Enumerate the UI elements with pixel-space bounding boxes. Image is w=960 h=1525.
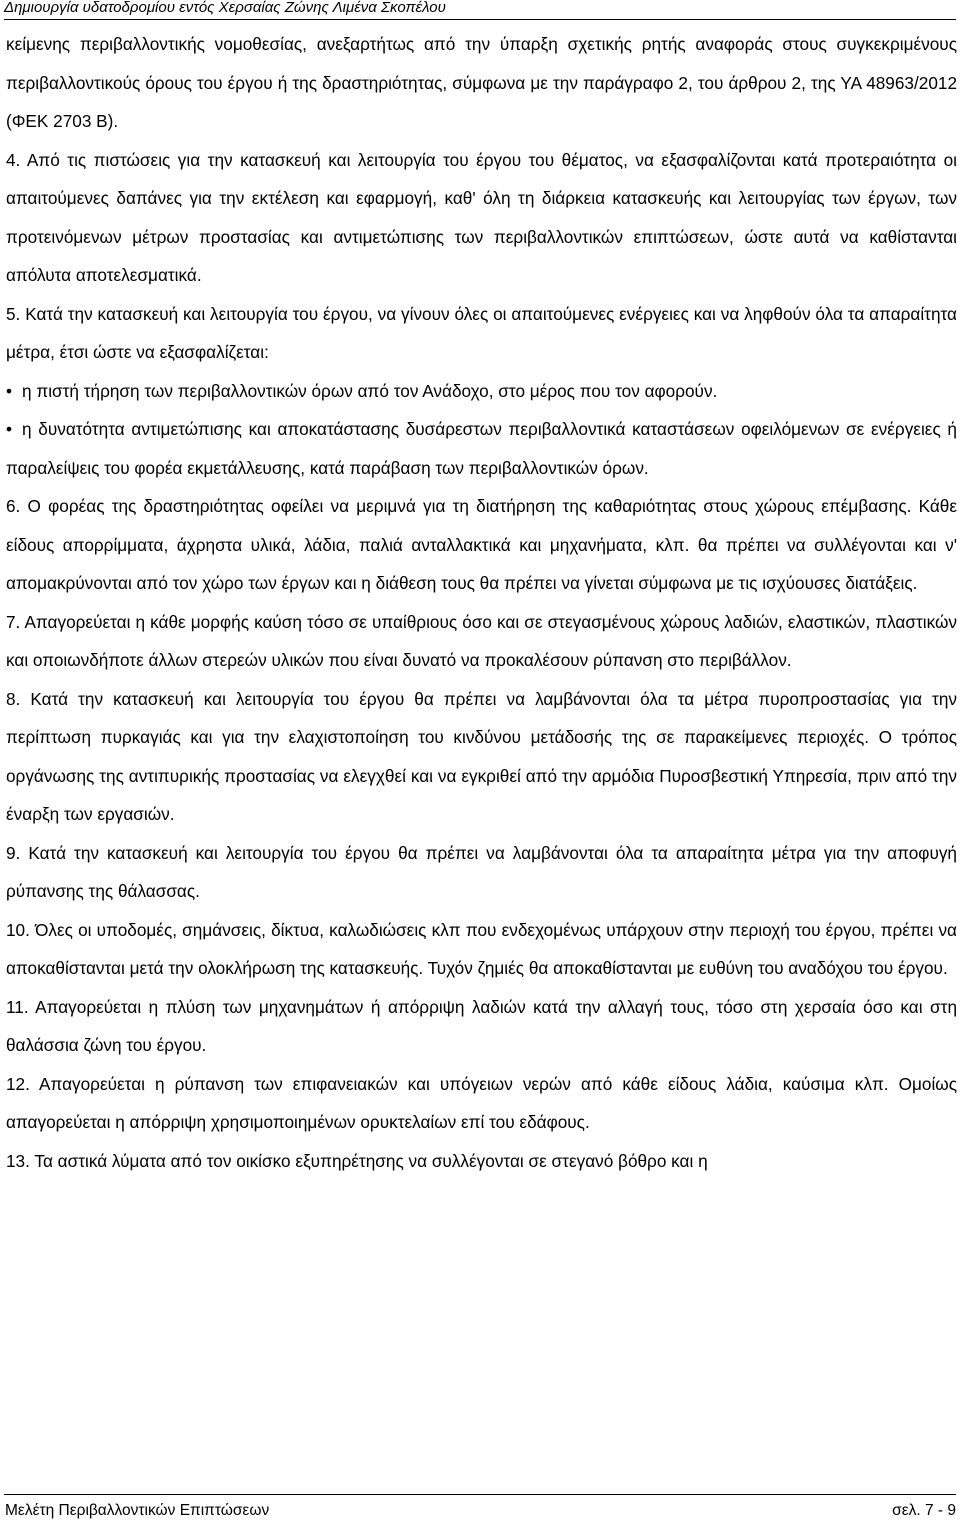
bullet-text-1: η πιστή τήρηση των περιβαλλοντικών όρων από τον Ανάδοχο, στο μέρος που τον αφορούν. xyxy=(22,380,718,401)
paragraph-4: 4. Από τις πιστώσεις για την κατασκευή και λειτουργία του έργου του θέματος, να εξασφαλίζονται κατά προτεραιότητα οι απαιτούμενες δαπάνες για την εκτέλεση και εφαρμογή, καθ' όλη τη διάρκεια κατασκευής και λειτουργίας των έργων, των προτεινόμενων μέτρων προστασίας και αντιμετώπισης των περιβαλλοντικών επιπτώσεων, ώστε αυτά να καθίστανται απόλυτα αποτελεσματικά. xyxy=(6,149,957,285)
page-footer xyxy=(4,1494,956,1525)
page-number: σελ. 7 - 9 xyxy=(892,1502,956,1519)
header-title: Δημιουργία υδατοδρομίου εντός Χερσαίας Ζώνης Λιμένα Σκοπέλου xyxy=(4,0,446,16)
bullet-item-2 xyxy=(6,410,957,487)
bullet-text-2: η δυνατότητα αντιμετώπισης και αποκατάστασης δυσάρεστων περιβαλλοντικά καταστάσεων οφειλόμενων σε ενέργειες ή παραλείψεις του φορέα εκμετάλλευσης, κατά παράβαση των περιβαλλοντικών όρων. xyxy=(6,419,957,478)
paragraph-13: 13. Τα αστικά λύματα από τον οικίσκο εξυπηρέτησης να συλλέγονται σε στεγανό βόθρο και η xyxy=(6,1150,708,1171)
footer-title: Μελέτη Περιβαλλοντικών Επιπτώσεων xyxy=(5,1502,270,1519)
paragraph-10: 10. Όλες οι υποδομές, σημάνσεις, δίκτυα, καλωδιώσεις κλπ που ενδεχομένως υπάρχουν στην περιοχή του έργου, πρέπει να αποκαθίστανται μετά την ολοκλήρωση της κατασκευής. Τυχόν ζημιές θα αποκαθίστανται με ευθύνη του αναδόχου του έργου. xyxy=(6,919,957,978)
paragraph-7: 7. Απαγορεύεται η κάθε μορφής καύση τόσο σε υπαίθριους όσο και σε στεγασμένους χώρους λαδιών, ελαστικών, πλαστικών και οποιωνδήποτε άλλων στερεών υλικών που είναι δυνατό να προκαλέσουν ρύπανση στο περιβάλλον. xyxy=(6,611,957,670)
page-header xyxy=(4,0,956,20)
paragraph-8: 8. Κατά την κατασκευή και λειτουργία του έργου θα πρέπει να λαμβάνονται όλα τα μέτρα πυροπροστασίας για την περίπτωση πυρκαγιάς και για την ελαχιστοποίηση του κινδύνου μετάδοσής της σε παρακείμενες περιοχές. Ο τρόπος οργάνωσης της αντιπυρικής προστασίας να ελεγχθεί και να εγκριθεί από την αρμόδια Πυροσβεστική Υπηρεσία, πριν από την έναρξη των εργασιών. xyxy=(6,688,957,824)
document-body xyxy=(6,25,957,1180)
paragraph-5: 5. Κατά την κατασκευή και λειτουργία του έργου, να γίνουν όλες οι απαιτούμενες ενέργειες και να ληφθούν όλα τα απαραίτητα μέτρα, έτσι ώστε να εξασφαλίζεται: xyxy=(6,303,957,362)
paragraph-11: 11. Απαγορεύεται η πλύση των μηχανημάτων ή απόρριψη λαδιών κατά την αλλαγή τους, τόσο στη χερσαία όσο και στη θαλάσσια ζώνη του έργου. xyxy=(6,996,957,1055)
paragraph-9: 9. Κατά την κατασκευή και λειτουργία του έργου θα πρέπει να λαμβάνονται όλα τα απαραίτητα μέτρα για την αποφυγή ρύπανσης της θάλασσας. xyxy=(6,842,957,901)
bullet-icon: • xyxy=(6,419,13,439)
paragraph-continuation: κείμενης περιβαλλοντικής νομοθεσίας, ανεξαρτήτως από την ύπαρξη σχετικής ρητής αναφοράς στους συγκεκριμένους περιβαλλοντικούς όρους του έργου ή της δραστηριότητας, σύμφωνα με την παράγραφο 2, του άρθρου 2, της ΥΑ 48963/2012 (ΦΕΚ 2703 Β). xyxy=(6,34,957,131)
paragraph-6: 6. Ο φορέας της δραστηριότητας οφείλει να μεριμνά για τη διατήρηση της καθαριότητας στους χώρους επέμβασης. Κάθε είδους απορρίμματα, άχρηστα υλικά, λάδια, παλιά ανταλλακτικά και μηχανήματα, κλπ. θα πρέπει να συλλέγονται και ν' απομακρύνονται από τον χώρο των έργων και η διάθεση τους θα πρέπει να γίνεται σύμφωνα με τις ισχύουσες διατάξεις. xyxy=(6,496,957,593)
bullet-item-1 xyxy=(6,372,957,411)
paragraph-12: 12. Απαγορεύεται η ρύπανση των επιφανειακών και υπόγειων νερών από κάθε είδους λάδια, καύσιμα κλπ. Ομοίως απαγορεύεται η απόρριψη χρησιμοποιημένων ορυκτελαίων επί του εδάφους. xyxy=(6,1073,957,1132)
bullet-icon: • xyxy=(6,380,13,401)
